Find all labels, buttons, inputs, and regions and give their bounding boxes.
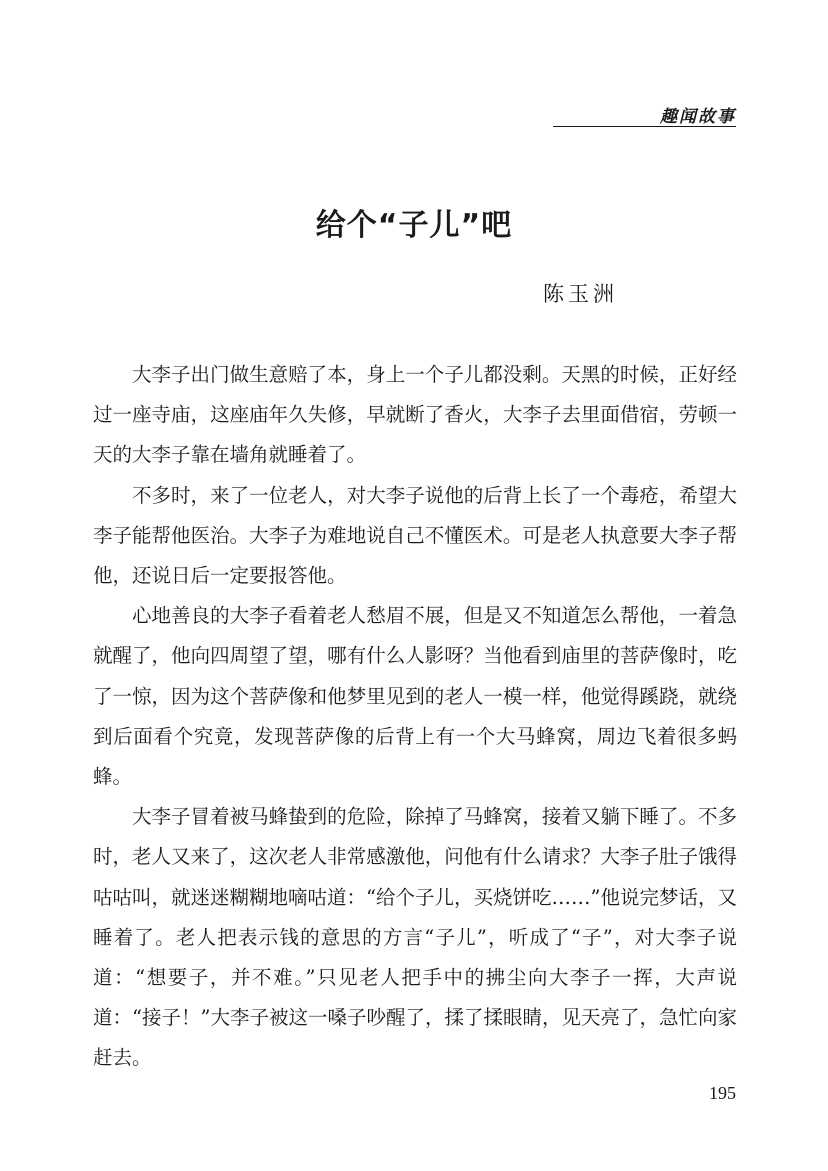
header-rule [553, 126, 736, 127]
article-author: 陈玉洲 [543, 282, 618, 306]
article-body [93, 355, 737, 1079]
paragraph: 大李子冒着被马蜂蛰到的危险，除掉了马蜂窝，接着又躺下睡了。不多时，老人又来了，这次老人非常感激他，问他有什么请求？大李子肚子饿得咕咕叫，就迷迷糊糊地嘀咕道：“给个子儿，买烧饼吃……”他说完梦话，又睡着了。老人把表示钱的意思的方言“子儿”，听成了“子”，对大李子说道：“想要子，并不难。”只见老人把手中的拂尘向大李子一挥，大声说道：“接子！”大李子被这一嗓子吵醒了，揉了揉眼睛，见天亮了，急忙向家赶去。 [93, 805, 737, 1070]
page-number: 195 [709, 1083, 736, 1103]
paragraph: 大李子出门做生意赔了本，身上一个子儿都没剩。天黑的时候，正好经过一座寺庙，这座庙年久失修，早就断了香火，大李子去里面借宿，劳顿一天的大李子靠在墙角就睡着了。 [93, 363, 737, 467]
section-label: 趣闻故事 [660, 107, 736, 127]
article-title: 给个“子儿”吧 [315, 208, 513, 243]
paragraph: 不多时，来了一位老人，对大李子说他的后背上长了一个毒疮，希望大李子能帮他医治。大李子为难地说自己不懂医术。可是老人执意要大李子帮他，还说日后一定要报答他。 [93, 483, 737, 588]
paragraph: 心地善良的大李子看着老人愁眉不展，但是又不知道怎么帮他，一着急就醒了，他向四周望了望，哪有什么人影呀？当他看到庙里的菩萨像时，吃了一惊，因为这个菩萨像和他梦里见到的老人一模一样，他觉得蹊跷，就绕到后面看个究竟，发现菩萨像的后背上有一个大马蜂窝，周边飞着很多蚂蜂。 [93, 604, 737, 789]
